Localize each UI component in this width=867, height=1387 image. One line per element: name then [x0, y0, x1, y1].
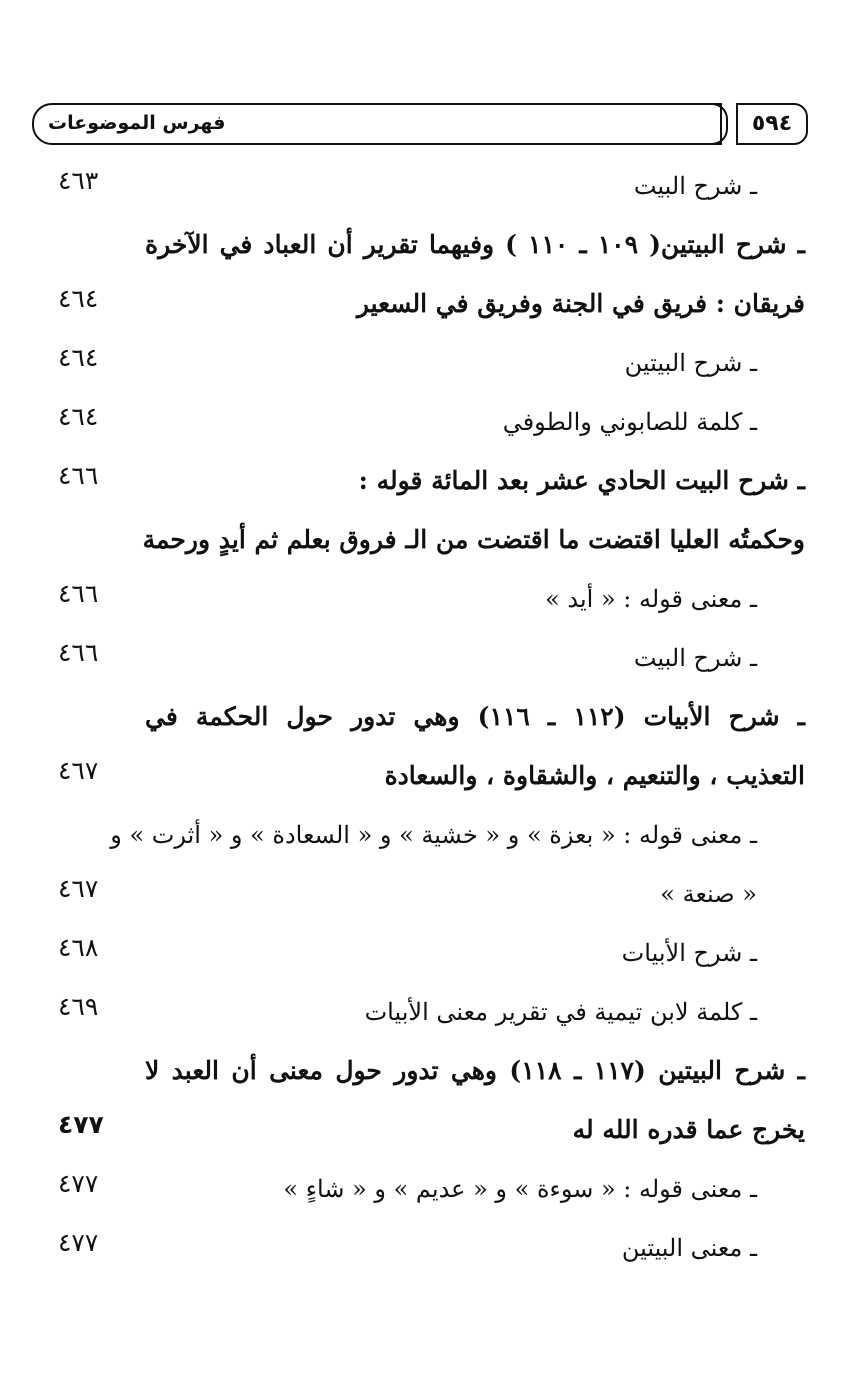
toc-entry-text: ـ معنى قوله : « بعزة » و « خشية » و « السعادة » و « أثرت » و [110, 821, 757, 849]
toc-row [0, 512, 867, 571]
toc-entry-text: التعذيب ، والتنعيم ، والشقاوة ، والسعادة [384, 761, 805, 790]
toc-row [0, 453, 867, 512]
toc-row [0, 158, 867, 217]
toc-entry-page: ٤٦٤ [58, 343, 99, 372]
toc-entry-page: ٤٦٩ [58, 992, 99, 1021]
toc-entry-page: ٤٧٧ [58, 1110, 104, 1139]
toc-row [0, 748, 867, 807]
toc-entry-text: فريقان : فريق في الجنة وفريق في السعير [356, 289, 805, 318]
toc-entry-text: وحكمتُه العليا اقتضت ما اقتضت من الـ فروق بعلم ثم أيدٍ ورحمة [142, 525, 805, 554]
toc-entry-page: ٤٦٦ [58, 579, 99, 608]
toc-row [0, 984, 867, 1043]
toc-row [0, 925, 867, 984]
toc-row [0, 217, 867, 276]
toc-entry-page: ٤٦٤ [58, 284, 99, 313]
toc-entry-page: ٤٦٧ [58, 874, 99, 903]
toc-row [0, 1102, 867, 1161]
toc-entry-text: ـ معنى قوله : « سوءة » و « عديم » و « شاءٍ » [283, 1175, 757, 1203]
toc-entry-text: ـ شرح البيتين (١١٧ ـ ١١٨) وهي تدور حول معنى أن العبد لا [145, 1056, 805, 1085]
page-header [32, 103, 808, 149]
toc-entry-text: يخرج عما قدره الله له [572, 1115, 805, 1144]
toc-entry-text: ـ شرح الأبيات (١١٢ ـ ١١٦) وهي تدور حول الحكمة في [145, 702, 805, 731]
toc-entry-page: ٤٦٣ [58, 166, 99, 195]
toc-entry-page: ٤٦٤ [58, 402, 99, 431]
toc-entries [0, 158, 867, 1279]
toc-row [0, 689, 867, 748]
toc-row [0, 807, 867, 866]
toc-row [0, 1043, 867, 1102]
toc-entry-page: ٤٦٦ [58, 638, 99, 667]
toc-row [0, 276, 867, 335]
toc-entry-page: ٤٦٧ [58, 756, 99, 785]
toc-entry-text: ـ كلمة للصابوني والطوفي [502, 408, 757, 436]
toc-entry-text: ـ شرح البيت الحادي عشر بعد المائة قوله : [358, 466, 805, 495]
toc-row [0, 866, 867, 925]
toc-row [0, 1220, 867, 1279]
toc-row [0, 630, 867, 689]
toc-entry-text: ـ شرح البيت [633, 172, 757, 200]
toc-entry-text: « صنعة » [660, 880, 757, 908]
toc-row [0, 1161, 867, 1220]
toc-entry-text: ـ كلمة لابن تيمية في تقرير معنى الأبيات [364, 998, 757, 1026]
toc-entry-text: ـ شرح البيتين [624, 349, 757, 377]
header-title: فهرس الموضوعات [48, 112, 226, 134]
toc-entry-page: ٤٧٧ [58, 1169, 99, 1198]
toc-entry-text: ـ معنى قوله : « أيد » [545, 585, 757, 613]
toc-row [0, 571, 867, 630]
page-number: ٥٩٤ [736, 103, 808, 145]
toc-entry-page: ٤٦٨ [58, 933, 99, 962]
toc-entry-text: ـ شرح الأبيات [621, 939, 757, 967]
header-title-frame [32, 103, 722, 145]
toc-row [0, 335, 867, 394]
toc-entry-text: ـ معنى البيتين [621, 1234, 757, 1262]
toc-entry-page: ٤٧٧ [58, 1228, 99, 1257]
toc-entry-text: ـ شرح البيت [633, 644, 757, 672]
toc-row [0, 394, 867, 453]
toc-entry-page: ٤٦٦ [58, 461, 99, 490]
toc-entry-text: ـ شرح البيتين( ١٠٩ ـ ١١٠ ) وفيهما تقرير أن العباد في الآخرة [145, 230, 805, 259]
